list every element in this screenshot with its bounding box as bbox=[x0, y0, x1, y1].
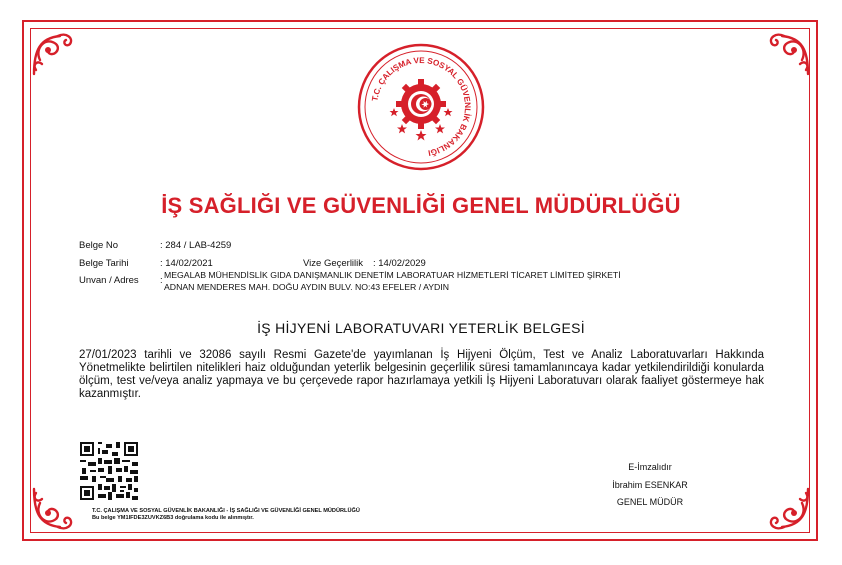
footer-institution: T.C. ÇALIŞMA VE SOSYAL GÜVENLİK BAKANLIĞI - İŞ SAĞLIĞI VE GÜVENLİĞİ GENEL MÜDÜRLÜĞÜ bbox=[92, 508, 360, 514]
corner-ornament-icon bbox=[30, 485, 78, 533]
belge-no-label: Belge No bbox=[79, 240, 119, 251]
belge-tarihi-label: Belge Tarihi bbox=[79, 258, 129, 269]
belge-tarihi-value: : 14/02/2021 bbox=[160, 258, 213, 269]
unvan-colon: : bbox=[160, 275, 163, 286]
signatory-role: GENEL MÜDÜR bbox=[616, 497, 684, 507]
ministry-seal-icon bbox=[356, 42, 486, 172]
certificate-body: 27/01/2023 tarihli ve 32086 sayılı Resmi Gazete'de yayımlanan İş Hijyeni Ölçüm, Test ve Analiz Laboratuvarları Hakkında Yönetmelikte belirtilen nitelikleri haiz olduğundan yeterlik belgesinin geçerlilik süresi tamamlanıncaya kadar yetkilendirildiği konularda ölçüm, test ve/veya analiz yapmaya ve bu çerçevede rapor hazırlamaya yetkili İş Hijyeni Laboratuvarı olarak faaliyet göstermeye hak kazanmıştır. bbox=[79, 349, 764, 400]
belge-no-value: : 284 / LAB-4259 bbox=[160, 240, 232, 251]
vize-value: : 14/02/2029 bbox=[373, 258, 426, 269]
corner-ornament-icon bbox=[764, 30, 812, 78]
certificate-title: İŞ HİJYENİ LABORATUVARI YETERLİK BELGESİ bbox=[257, 320, 585, 336]
corner-ornament-icon bbox=[764, 485, 812, 533]
company-address: ADNAN MENDERES MAH. DOĞU AYDIN BULV. NO:43 EFELER / AYDIN bbox=[164, 282, 449, 292]
page-title: İŞ SAĞLIĞI VE GÜVENLİĞİ GENEL MÜDÜRLÜĞÜ bbox=[161, 193, 681, 218]
e-signature-note: E-İmzalıdır bbox=[628, 462, 672, 472]
corner-ornament-icon bbox=[30, 30, 78, 78]
unvan-label: Unvan / Adres bbox=[79, 275, 139, 286]
svg-text:T.C. ÇALIŞMA VE SOSYAL GÜVENLİ: T.C. ÇALIŞMA VE SOSYAL GÜVENLİK BAKANLIĞI bbox=[370, 55, 473, 158]
footer-verification-code: Bu belge YM1IFDE3ZUVKZ6B3 doğrulama kodu ile alınmıştır. bbox=[92, 515, 254, 521]
vize-label: Vize Geçerlilik bbox=[303, 258, 364, 269]
qr-code-icon[interactable] bbox=[80, 442, 138, 500]
signatory-name: İbrahim ESENKAR bbox=[612, 480, 688, 490]
company-name: MEGALAB MÜHENDİSLİK GIDA DANIŞMANLIK DENETİM LABORATUAR HİZMETLERİ TİCARET LİMİTED ŞİRKETİ bbox=[164, 270, 621, 280]
